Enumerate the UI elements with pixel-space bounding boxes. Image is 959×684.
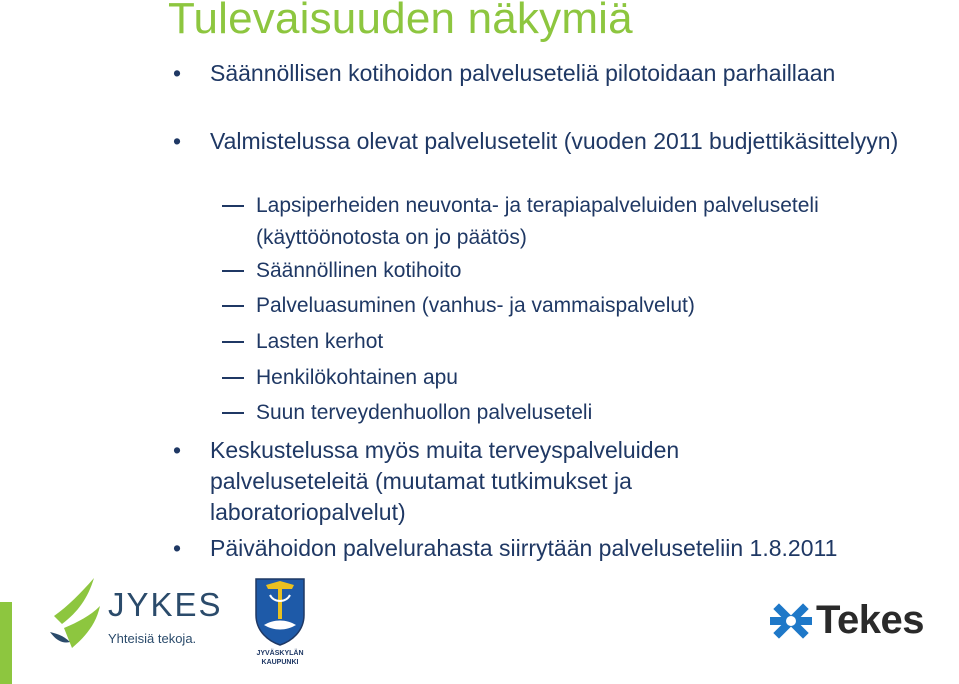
dash-marker (222, 341, 244, 343)
subbullet-item (256, 290, 916, 322)
subbullet-item (256, 397, 916, 429)
jykes-slogan: Yhteisiä tekoja. (108, 631, 197, 646)
jykes-swoosh-icon (48, 576, 108, 656)
dash-marker (222, 205, 244, 207)
subbullet-text: Lasten kerhot (256, 330, 384, 353)
tekes-star-icon (768, 598, 814, 644)
tekes-logo (768, 598, 924, 649)
bullet-text: Keskustelussa myös muita terveyspalveluiden palveluseteleitä (muutamat tutkimukset ja laboratoriopalvelut) (210, 437, 680, 525)
bullet-dot: • (173, 437, 182, 463)
subbullet-item (256, 362, 916, 394)
jyvaskyla-logo (252, 575, 312, 680)
jykes-wordmark: JYKES (108, 586, 223, 623)
bullet-item (173, 58, 910, 89)
dash-marker (222, 412, 244, 414)
jyvaskyla-line2: KAUPUNKI (261, 659, 299, 666)
subbullet-text: Suun terveydenhuollon palveluseteli (256, 401, 593, 424)
dash-marker (222, 377, 244, 379)
jykes-logo (48, 576, 223, 661)
subbullet-text: Palveluasuminen (vanhus- ja vammaispalvelut) (256, 294, 695, 317)
slide-title: Tulevaisuuden näkymiä (168, 0, 633, 43)
bullet-item (173, 435, 790, 528)
bullet-dot: • (173, 128, 182, 154)
bullet-text: Säännöllisen kotihoidon palveluseteliä pilotoidaan parhaillaan (210, 60, 836, 86)
subbullet-text: Henkilökohtainen apu (256, 366, 458, 389)
accent-bar (0, 602, 12, 684)
subbullet-item (256, 326, 916, 358)
dash-marker (222, 305, 244, 307)
bullet-dot: • (173, 60, 182, 86)
bullet-text: Päivähoidon palvelurahasta siirrytään palveluseteliin 1.8.2011 (210, 535, 838, 561)
subbullet-text: Lapsiperheiden neuvonta- ja terapiapalveluiden palveluseteli (käyttöönotosta on jo päätös) (256, 194, 819, 249)
dash-marker (222, 270, 244, 272)
bullet-text: Valmistelussa olevat palvelusetelit (vuoden 2011 budjettikäsittelyyn) (210, 128, 899, 154)
jyvaskyla-wordmark (252, 649, 308, 667)
jyvaskyla-line1: JYVÄSKYLÄN (256, 650, 304, 657)
subbullet-item (256, 190, 836, 254)
city-crest-icon (252, 575, 308, 647)
bullet-item (173, 533, 860, 564)
tekes-wordmark: Tekes (816, 598, 924, 642)
bullet-dot: • (173, 535, 182, 561)
bullet-item (173, 126, 910, 157)
subbullet-text: Säännöllinen kotihoito (256, 259, 462, 282)
subbullet-item (256, 255, 916, 287)
